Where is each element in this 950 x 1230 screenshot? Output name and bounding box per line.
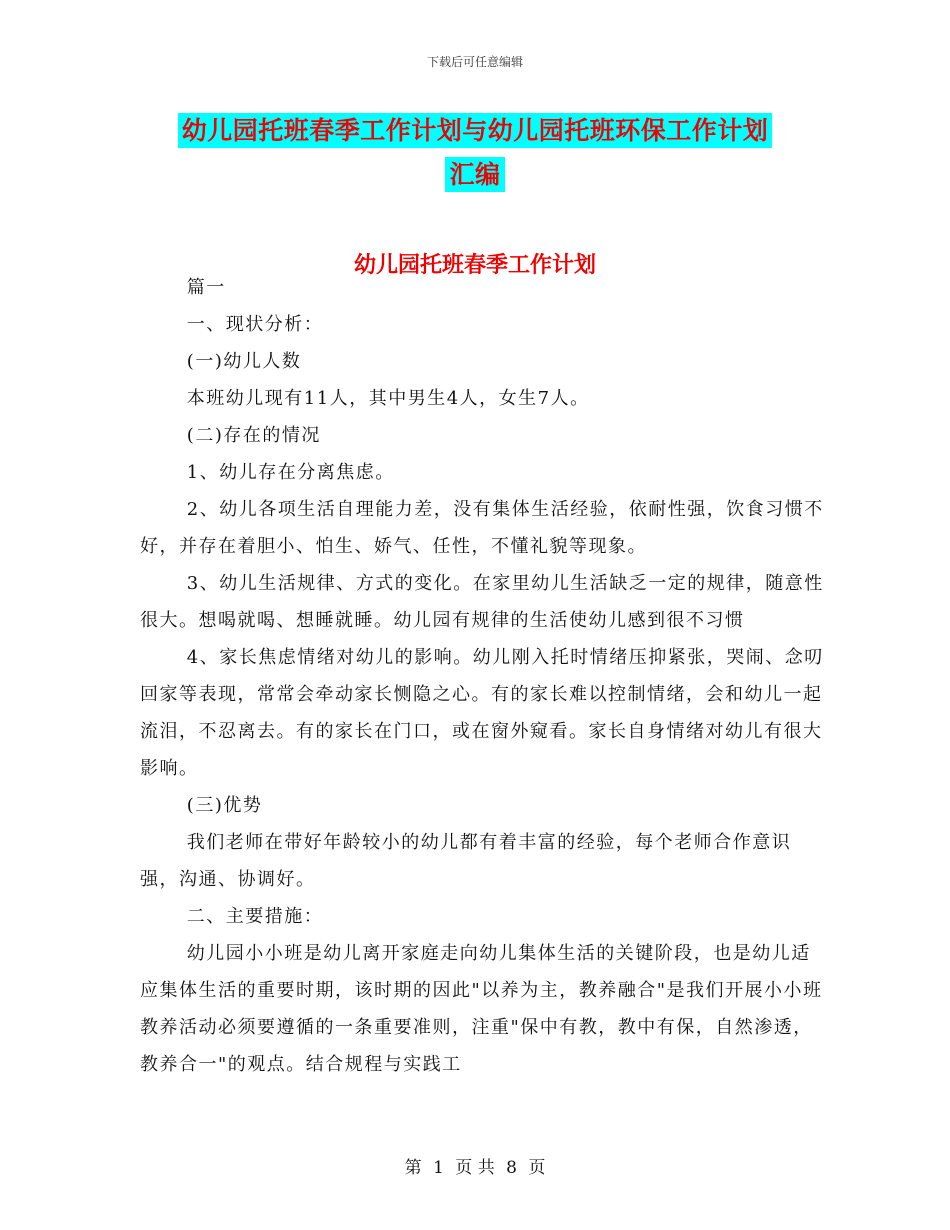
paragraph: 一、现状分析： (186, 314, 324, 335)
footer-page-number: 1 (433, 1158, 444, 1178)
paragraph: 3、幼儿生活规律、方式的变化。在家里幼儿生活缺乏一定的规律，随意性很大。想喝就喝、想睡就睡。幼儿园有规律的生活使幼儿感到很不习惯 (140, 573, 824, 631)
document-title-line-2 (0, 157, 950, 192)
document-title-text-1: 幼儿园托班春季工作计划与幼儿园托班环保工作计划 (178, 113, 773, 148)
paragraph: (一)幼儿人数 (186, 351, 302, 372)
paragraph: 二、主要措施： (186, 906, 324, 927)
header-note: 下载后可任意编辑 (426, 55, 523, 69)
document-title-text-2: 汇编 (445, 157, 504, 192)
paragraph: 篇一 (186, 277, 226, 298)
paragraph: 1、幼儿存在分离焦虑。 (186, 462, 395, 483)
paragraph: 2、幼儿各项生活自理能力差，没有集体生活经验，依耐性强，饮食习惯不好，并存在着胆小、怕生、娇气、任性，不懂礼貌等现象。 (140, 499, 824, 557)
footer-suffix: 页 (528, 1158, 546, 1178)
paragraph: 4、家长焦虑情绪对幼儿的影响。幼儿刚入托时情绪压抑紧张，哭闹、念叨回家等表现，常常会牵动家长恻隐之心。有的家长难以控制情绪，会和幼儿一起流泪，不忍离去。有的家长在门口，或在窗外窥看。家长自身情绪对幼儿有很大影响。 (140, 647, 824, 779)
paragraph: (二)存在的情况 (186, 425, 321, 446)
footer-total-pages: 8 (506, 1158, 517, 1178)
paragraph: 本班幼儿现有11人，其中男生4人，女生7人。 (186, 388, 590, 409)
section-title: 幼儿园托班春季工作计划 (353, 253, 596, 278)
document-title-line-1 (0, 113, 950, 148)
footer-middle: 页 共 (455, 1158, 495, 1178)
footer-prefix: 第 (404, 1158, 422, 1178)
paragraph: 幼儿园小小班是幼儿离开家庭走向幼儿集体生活的关键阶段，也是幼儿适应集体生活的重要时期，该时期的因此"以养为主，教养融合"是我们开展小小班教养活动必须要遵循的一条重要准则，注重"保中有教，教中有保，自然渗透，教养合一"的观点。结合规程与实践工 (140, 943, 823, 1075)
paragraph: (三)优势 (186, 795, 263, 816)
body-text (140, 269, 830, 1083)
page-footer (0, 1153, 950, 1178)
paragraph: 我们老师在带好年龄较小的幼儿都有着丰富的经验，每个老师合作意识强，沟通、协调好。 (140, 832, 792, 890)
